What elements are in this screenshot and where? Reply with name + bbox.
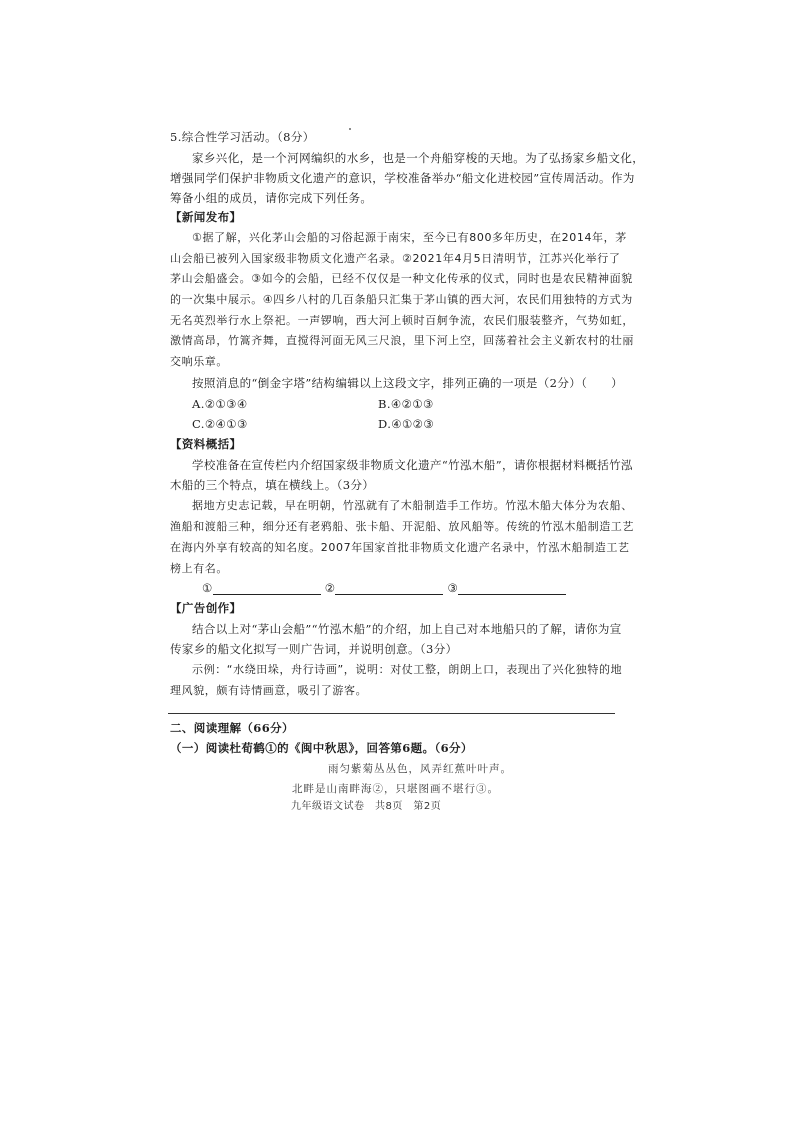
material-prompt-1: 学校准备在宣传栏内介绍国家级非物质文化遗产“竹泓木船”，请你根据材料概括竹泓 bbox=[192, 458, 633, 472]
material-heading: 【资料概括】 bbox=[170, 437, 242, 451]
answer-blank-2[interactable] bbox=[335, 582, 443, 595]
material-text-1: 据地方史志记载，早在明朝，竹泓就有了木船制造手工作坊。竹泓木船大体分为农船、 bbox=[192, 499, 633, 512]
news-question: 按照消息的“倒金字塔”结构编辑以上这段文字，排列正确的一项是（2分）（ ） bbox=[192, 376, 624, 390]
question-5-title: 5.综合性学习活动。（8分） bbox=[170, 130, 315, 144]
option-d: D.④①②③ bbox=[378, 417, 435, 431]
part-2-title: 二、阅读理解（66分） bbox=[170, 721, 294, 735]
news-line-7: 交响乐章。 bbox=[170, 355, 228, 368]
ad-prompt-2: 传家乡的船文化拟写一则广告词，并说明创意。（3分） bbox=[170, 642, 458, 656]
option-b: B.④②①③ bbox=[378, 397, 434, 411]
scan-speck bbox=[349, 128, 351, 130]
news-line-4: 的一次集中展示。④四乡八村的几百条船只汇集于茅山镇的西大河，农民们用独特的方式为 bbox=[170, 293, 633, 306]
ad-prompt-1: 结合以上对“茅山会船”“竹泓木船”的介绍，加上自己对本地船只的了解，请你为宣 bbox=[192, 622, 622, 636]
ad-heading: 【广告创作】 bbox=[170, 601, 242, 615]
news-line-6: 激情高昂，竹篙齐舞，直搅得河面无风三尺浪，里下河上空，回荡着社会主义新农村的壮丽 bbox=[170, 334, 634, 347]
option-c: C.②④①③ bbox=[192, 417, 248, 431]
blank-label-3: ③ bbox=[447, 581, 459, 595]
section-divider bbox=[168, 713, 615, 714]
material-prompt-2: 木船的三个特点，填在横线上。（3分） bbox=[170, 478, 375, 492]
blank-label-2: ② bbox=[324, 581, 336, 595]
material-text-4: 榜上有名。 bbox=[170, 562, 228, 575]
material-text-2: 渔船和渡船三种，细分还有老鸦船、张卡船、开泥船、放风船等。传统的竹泓木船制造工艺 bbox=[170, 520, 634, 533]
answer-blank-3[interactable] bbox=[458, 582, 566, 595]
news-line-5: 无名英烈举行水上祭祀。一声锣响，西大河上顿时百舸争流，农民们服装整齐，气势如虹， bbox=[170, 314, 634, 327]
page-footer: 九年级语文试卷 共8页 第2页 bbox=[291, 801, 442, 812]
intro-line-2: 增强同学们保护非物质文化遗产的意识，学校准备举办“船文化进校园”宣传周活动。作为 bbox=[170, 171, 635, 185]
poem-question-title: （一）阅读杜荀鹤①的《闽中秋思》，回答第6题。（6分） bbox=[170, 741, 473, 755]
news-heading: 【新闻发布】 bbox=[170, 210, 242, 224]
news-line-2: 山会船已被列入国家级非物质文化遗产名录。②2021年4月5日清明节，江苏兴化举行了 bbox=[170, 252, 621, 265]
material-text-3: 在海内外享有较高的知名度。2007年国家首批非物质文化遗产名录中，竹泓木船制造工艺 bbox=[170, 541, 630, 554]
intro-line-3: 筹备小组的成员，请你完成下列任务。 bbox=[170, 191, 373, 205]
news-line-3: 茅山会船盛会。③如今的会船，已经不仅仅是一种文化传承的仪式，同时也是农民精神面貌 bbox=[170, 272, 633, 285]
intro-line-1: 家乡兴化，是一个河网编织的水乡，也是一个舟船穿梭的天地。为了弘扬家乡船文化， bbox=[192, 151, 645, 165]
blank-label-1: ① bbox=[202, 581, 213, 595]
poem-line-1: 雨匀紫菊丛丛色，风弄红蕉叶叶声。 bbox=[328, 763, 512, 775]
ad-example-2: 理风貌，颇有诗情画意，吸引了游客。 bbox=[170, 684, 368, 697]
option-a: A.②①③④ bbox=[192, 397, 248, 411]
ad-example-1: 示例：“水绕田垛，舟行诗画”，说明：对仗工整，朗朗上口，表现出了兴化独特的地 bbox=[192, 663, 623, 676]
news-line-1: ①据了解，兴化茅山会船的习俗起源于南宋，至今已有800多年历史，在2014年，茅 bbox=[192, 231, 627, 244]
answer-blanks bbox=[202, 581, 570, 595]
poem-line-2: 北畔是山南畔海②，只堪图画不堪行③。 bbox=[292, 783, 499, 795]
answer-blank-1[interactable] bbox=[213, 582, 321, 595]
